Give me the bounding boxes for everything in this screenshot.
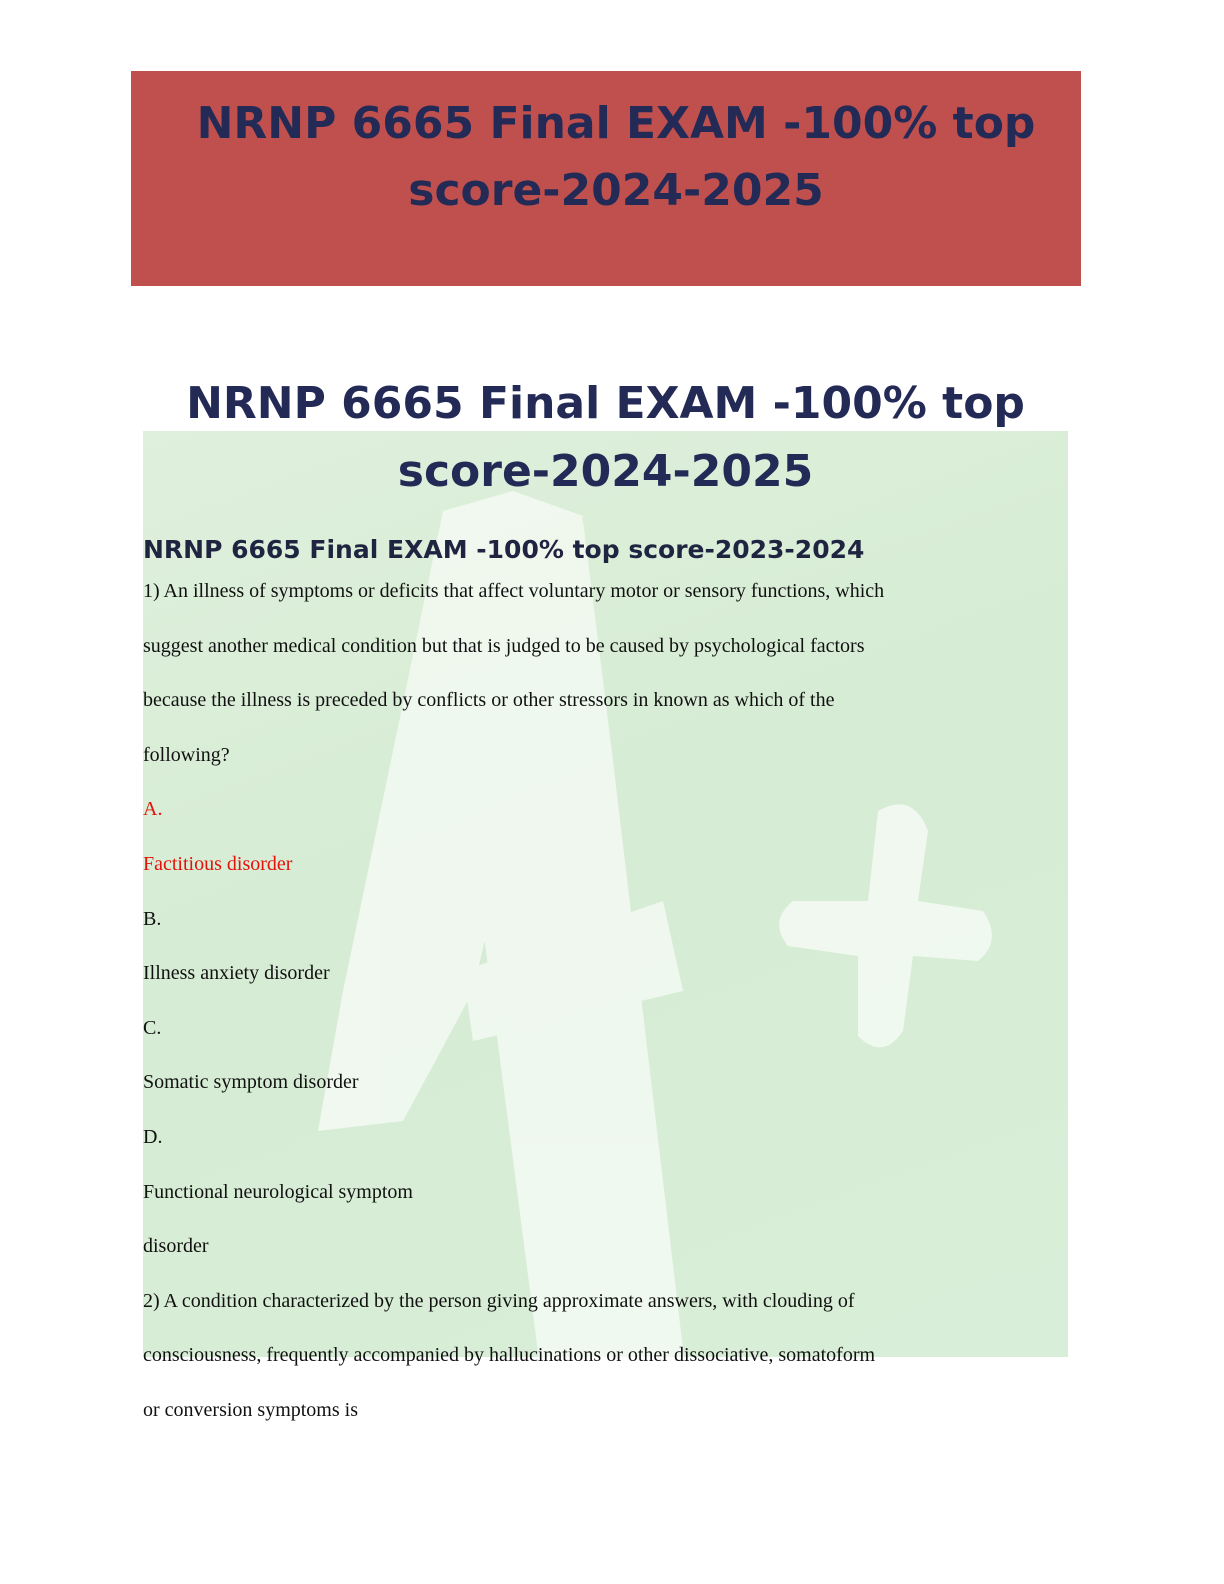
question-1-line-3: because the illness is preceded by conflicts or other stressors in known as which of the: [143, 689, 835, 712]
option-a-letter: A.: [143, 798, 163, 821]
document-title-line-2: score-2024-2025: [397, 446, 814, 497]
option-d-text-line-2: disorder: [143, 1235, 209, 1258]
question-2-line-3: or conversion symptoms is: [143, 1398, 358, 1421]
option-b-letter: B.: [143, 907, 162, 930]
document-title-line-1: NRNP 6665 Final EXAM -100% top: [186, 378, 1025, 429]
document-subtitle: NRNP 6665 Final EXAM -100% top score-2023-2024: [143, 535, 865, 564]
option-c-text: Somatic symptom disorder: [143, 1071, 359, 1094]
option-a-text: Factitious disorder: [143, 852, 293, 875]
banner-title: [131, 90, 1101, 224]
question-1-line-1: 1) An illness of symptoms or deficits that affect voluntary motor or sensory functions, which: [143, 580, 885, 602]
question-2-line-1: 2) A condition characterized by the person giving approximate answers, with clouding of: [143, 1289, 855, 1312]
question-2-line-2: consciousness, frequently accompanied by hallucinations or other dissociative, somatoform: [143, 1344, 876, 1367]
question-1-line-2: suggest another medical condition but that is judged to be caused by psychological factors: [143, 634, 865, 657]
option-c-letter: C.: [143, 1016, 162, 1039]
banner-title-line-1: NRNP 6665 Final EXAM -100% top: [196, 98, 1036, 149]
question-1-line-4: following?: [143, 743, 230, 766]
question-body: [143, 564, 1043, 1438]
document-title: [143, 370, 1068, 506]
option-d-text-line-1: Functional neurological symptom: [143, 1180, 413, 1203]
option-b-text: Illness anxiety disorder: [143, 962, 330, 985]
banner-title-line-2: score-2024-2025: [408, 165, 824, 216]
option-d-letter: D.: [143, 1125, 163, 1148]
